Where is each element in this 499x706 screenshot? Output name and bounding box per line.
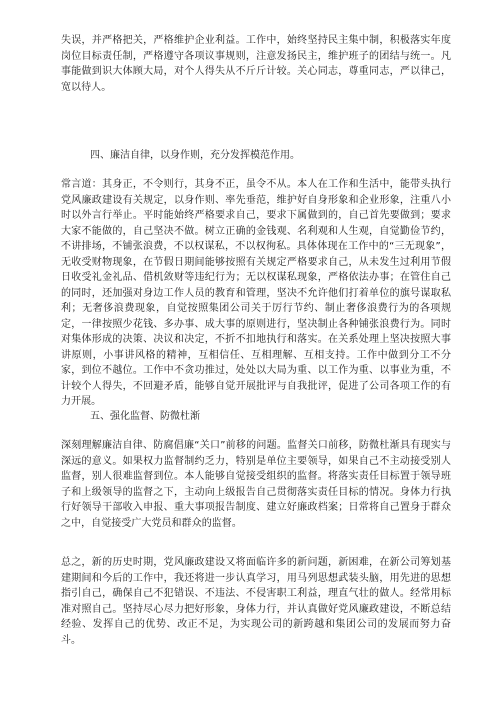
section-heading-4: 四、廉洁自律，以身作则，充分发挥模范作用。	[90, 150, 300, 161]
paragraph-summary: 总之，新的历史时期，党风廉政建设又将面临许多的新问题，新困难，在新公司筹划基建期间和今后的工作中，我还将进一步认真学习，用马列思想武装头脑，用先进的思想指引自己，确保自己不犯错误、不违法、不侵害职工利益，理直气壮的做人。经常用标准对照自己。坚持尽心尽力把好形象，身体力行，并认真做好党风廉政建设，不断总结经验、发挥自己的优势、改正不足，为实现公司的新跨越和集团公司的发展而努力奋斗。	[61, 557, 451, 646]
paragraph-self-discipline: 常言道：其身正，不令则行，其身不正，虽令不从。本人在工作和生活中，能带头执行党风廉政建设有关规定，以身作则、率先垂范，维护好自身形象和企业形象，注重八小时以外言行举止。平时能始终严格要求自己，要求下属做到的，自己首先要做到；要求大家不能做的，自己坚决不做。树立正确的金钱观、名利观和人生观，自觉勤俭节约，不讲排场，不铺张浪费，不以权谋私，不以权徇私。具体体现在工作中的“三无现象”，无收受财物现象，在节假日期间能够按照有关规定严格要求自己，从未发生过利用节假日收受礼金礼品、借机敛财等违纪行为；无以权谋私现象，严格依法办事；在管住自己的同时，还加强对身边工作人员的教育和管理，坚决不允许他们打着单位的旗号谋取私利；无奢侈浪费现象，自觉按照集团公司关于厉行节约、制止奢侈浪费行为的各项规定，一律按照少花钱、多办事、成大事的原则进行，坚决制止各种铺张浪费行为。同时对集体形成的决策、决议和决定，不折不扣地执行和落实。在关系处理上坚决按照大事讲原则，小事讲风格的精神，互相信任、互相理解、互相支持。工作中做到分工不分家，到位不越位。工作中不贪功推过，处处以大局为重、以工作为重、以事业为重，不计较个人得失，不回避矛盾，能够自觉开展批评与自我批评，促进了公司各项工作的有力开展。	[61, 179, 451, 407]
paragraph-supervision: 深刻理解廉洁自律、防腐倡廉“关口”前移的问题。监督关口前移，防微杜渐具有现实与深远的意义。如果权力监督制约乏力，特别是单位主要领导，如果自己不主动接受别人监督，别人很难监督到位。本人能够自觉接受组织的监督。将落实责任目标置于领导班子和上级领导的监督之下，主动向上级报告自己贯彻落实责任目标的情况。身体力行执行好领导干部收入申报、重大事项报告制度、建立好廉政档案；日常将自己置身于群众之中，自觉接受广大党员和群众的监督。	[61, 440, 451, 529]
paragraph-continuation: 失误，并严格把关，严格维护企业利益。工作中，始终坚持民主集中制，积极落实年度岗位目标责任制，严格遵守各项议事规则，注意发扬民主，维护班子的团结与统一。凡事能做到识大体顾大局，对个人得失从不斤斤计较。关心同志，尊重同志，严以律己，宽以待人。	[61, 35, 451, 93]
section-heading-5: 五、强化监督、防微杜渐	[90, 411, 200, 422]
